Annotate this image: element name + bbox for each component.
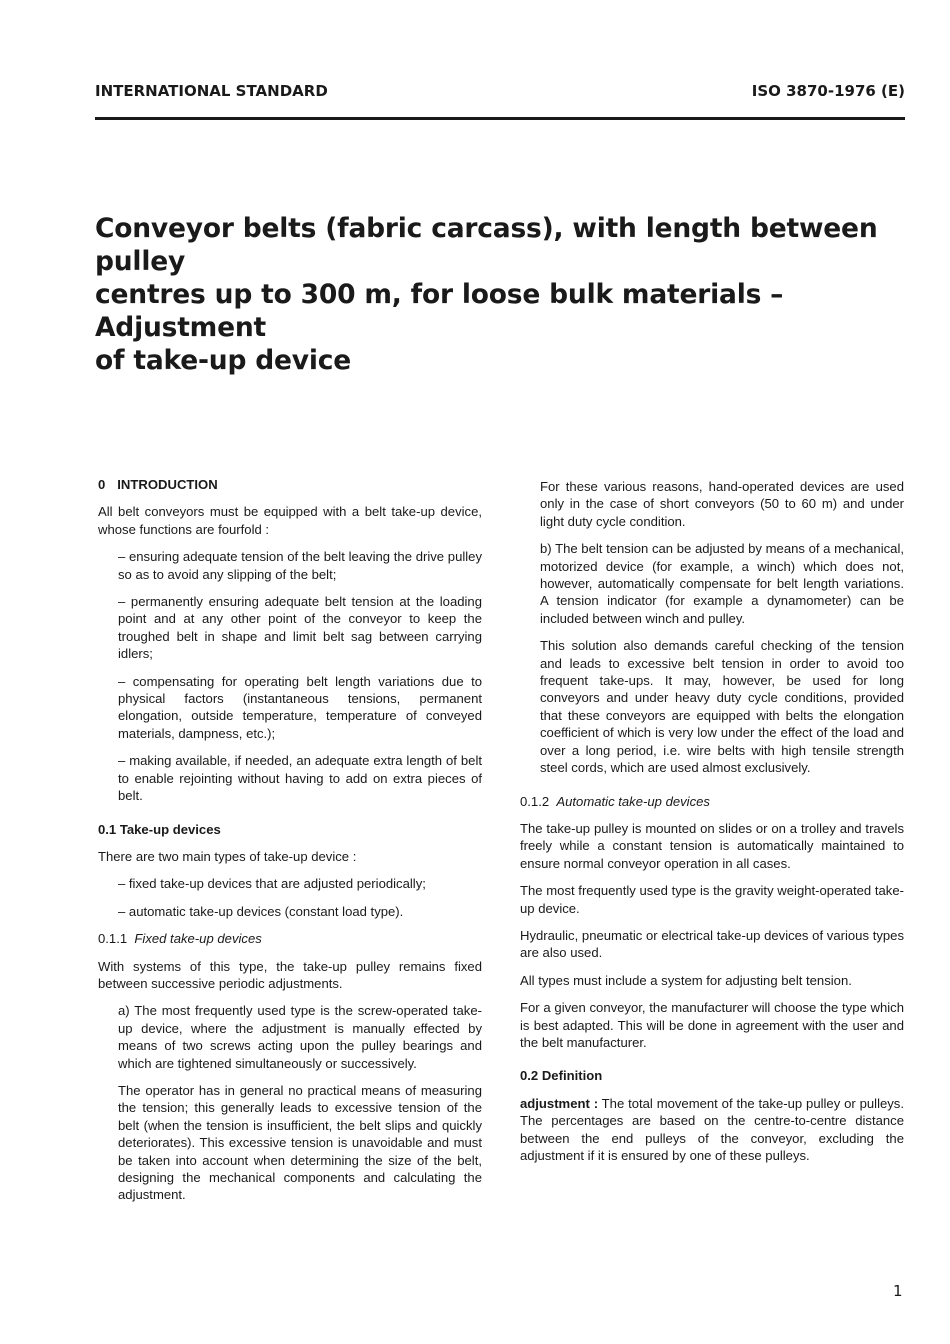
automatic-paragraph-3: Hydraulic, pneumatic or electrical take-up devices of various types are also used.	[520, 927, 904, 961]
item-a-paragraph: a) The most frequently used type is the screw-operated take-up device, where the adjustment is manually effected by means of two screws acting upon the pulley bearings and which are tightened simultaneously or successively.	[118, 1003, 482, 1071]
section-0-title: INTRODUCTION	[117, 477, 218, 492]
function-item-1: – ensuring adequate tension of the belt leaving the drive pulley so as to avoid any slipping of the belt;	[118, 549, 482, 582]
section-0-1-2-number: 0.1.2	[520, 793, 550, 809]
item-b-paragraph: b) The belt tension can be adjusted by means of a mechanical, motorized device (for example, a winch) which does not, however, automatically compensate for belt length variations. A tension indicator (for example a dynamometer) can be included between winch and pulley.	[540, 541, 904, 626]
left-column	[98, 476, 482, 1214]
function-item-4: – making available, if needed, an adequate extra length of belt to enable rejointing without having to add on extra pieces of belt.	[118, 753, 482, 804]
section-0-2-heading: 0.2 Definition	[520, 1068, 603, 1084]
header-left: INTERNATIONAL STANDARD	[95, 82, 328, 100]
header-rule	[95, 117, 905, 120]
section-0-1-intro: There are two main types of take-up device :	[98, 848, 357, 864]
section-0-1-heading: 0.1 Take-up devices	[98, 821, 221, 837]
running-header	[95, 82, 905, 104]
intro-paragraph: All belt conveyors must be equipped with a belt take-up device, whose functions are fourfold :	[98, 504, 482, 537]
section-0-1-1-number: 0.1.1	[98, 931, 128, 947]
page-number: 1	[893, 1282, 903, 1300]
section-0-heading	[98, 476, 482, 493]
header-right: ISO 3870-1976 (E)	[751, 82, 905, 100]
definition-text: The total movement of the take-up pulley or pulleys. The percentages are based on the centre-to-centre distance between the end pulleys of the conveyor, excluding the adjustment if it is ensured by one of these pulleys.	[520, 1095, 904, 1163]
section-0-1-1-title: Fixed take-up devices	[134, 931, 262, 947]
section-0-1-2-title: Automatic take-up devices	[556, 793, 710, 809]
section-0-1-1-heading	[98, 930, 482, 947]
type-item-1: – fixed take-up devices that are adjusted periodically;	[118, 876, 426, 892]
right-column	[520, 478, 904, 1174]
section-0-1-1-paragraph: With systems of this type, the take-up pulley remains fixed between successive periodic adjustments.	[98, 958, 482, 991]
solution-paragraph: This solution also demands careful checking of the tension and leads to excessive belt tension in order to avoid too frequent take-ups. It may, however, be used for long conveyors and under heavy duty cycle conditions, provided that these conveyors are equipped with belts the elongation coefficient of which is very low under the effect of the load and over a long period, i.e. wire belts with high tensile strength steel cords, which are used almost exclusively.	[540, 638, 904, 776]
automatic-paragraph-1: The take-up pulley is mounted on slides or on a trolley and travels freely while a constant tension is automatically maintained to ensure normal conveyor operation in all cases.	[520, 820, 904, 871]
reasons-paragraph: For these various reasons, hand-operated devices are used only in the case of short conveyors (50 to 60 m) and under light duty cycle condition.	[540, 479, 904, 529]
section-0-1-2-heading	[520, 793, 904, 810]
automatic-paragraph-5: For a given conveyor, the manufacturer will choose the type which is best adapted. This will be done in agreement with the user and the belt manufacturer.	[520, 1000, 904, 1050]
definition-paragraph	[520, 1095, 904, 1165]
title-line-3: of take-up device	[95, 345, 352, 376]
title-line-2: centres up to 300 m, for loose bulk materials – Adjustment	[95, 279, 784, 343]
definition-term: adjustment :	[520, 1095, 599, 1111]
function-item-2: – permanently ensuring adequate belt tension at the loading point and at any other point of the conveyor to keep the troughed belt in shape and limit belt sag between carrying idlers;	[118, 594, 482, 662]
function-item-3: – compensating for operating belt length variations due to physical factors (instantaneous tensions, permanent elongation, outside temperature, temperature of conveyed materials, dampness, etc.);	[118, 673, 482, 741]
section-0-number: 0	[98, 477, 106, 492]
operator-paragraph: The operator has in general no practical means of measuring the tension; this generally leads to excessive tension of the belt (when the tension is insufficient, the belt slips and quickly deteriorates). This excessive tension is unavoidable and must be taken into account when determining the size of the belt, designing the mechanical components and calculating the adjustment.	[118, 1082, 482, 1203]
title-line-1: Conveyor belts (fabric carcass), with length between pulley	[95, 213, 878, 277]
type-item-2: – automatic take-up devices (constant load type).	[118, 903, 404, 919]
document-title	[95, 212, 915, 377]
automatic-paragraph-4: All types must include a system for adjusting belt tension.	[520, 972, 852, 988]
automatic-paragraph-2: The most frequently used type is the gravity weight-operated take-up device.	[520, 883, 904, 916]
